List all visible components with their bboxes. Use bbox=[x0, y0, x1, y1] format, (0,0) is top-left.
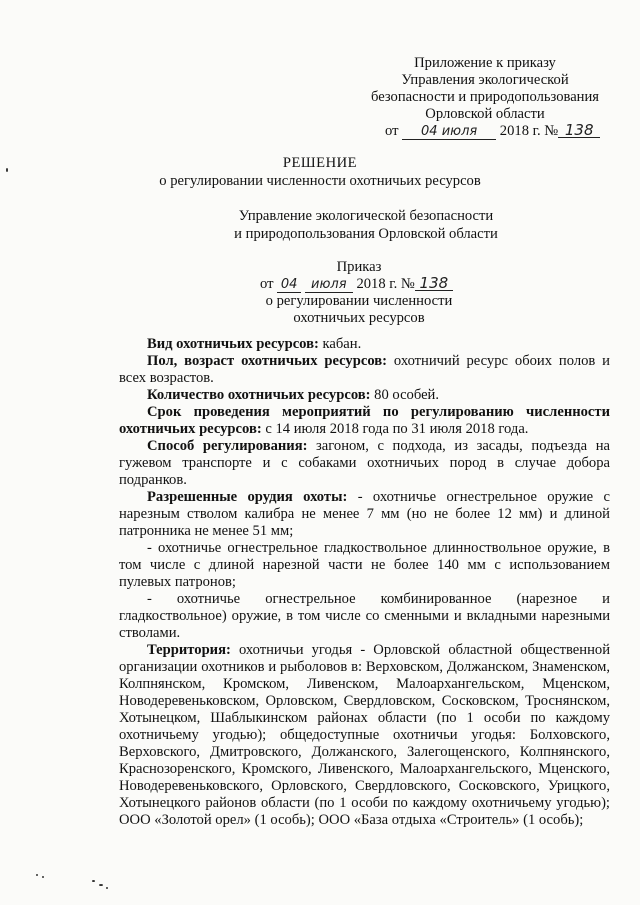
weapons-item-2: - охотничье огнестрельное гладкоствольное длинноствольное оружие, в том числе с длиной нарезной части не более 140 мм с использованием пулевых патронов; bbox=[119, 540, 610, 590]
territory-paragraph bbox=[119, 642, 610, 829]
method-paragraph bbox=[119, 438, 610, 489]
appendix-line-3: безопасности и природопользования bbox=[370, 89, 600, 105]
territory-value: охотничьи угодья - Орловской областной общественной организации охотников и рыболовов в: Верховском, Должанском, Знаменском, Колпнянском, Кромском, Ливенском, Малоархангельском, Мценском, Новодеревеньковском, Орловском, Свердловском, Сосковском, Троснянском, Хотынецком, Шаблыкинском районах области (по 1 особи по каждому охотничьему угодью); общедоступные охотничьи угодья: Болховского, Верховского, Дмитровского, Должанского, Залегощенского, Колпнянского, Краснозоренского, Кромского, Ливенского, Малоархангельского, Мценского, Новодеревеньковского, Орловского, Свердловского, Сосковского, Урицкого, Хотынецкого районов области (по 1 особи по каждому охотничьему угодью); ООО «Золотой орел» (1 особь); ООО «База отдыха «Строитель» (1 особь); bbox=[119, 642, 610, 828]
weapons-value: - охотничье огнестрельное оружие с нарезным стволом калибра не менее 7 мм (но не более 12 мм) и длиной патронника не менее 51 мм; bbox=[119, 489, 610, 539]
order-about-line-2: охотничьих ресурсов bbox=[293, 310, 425, 326]
species-label: Вид охотничьих ресурсов: bbox=[147, 336, 319, 352]
territory-label: Территория: bbox=[147, 642, 231, 658]
document-subtitle: о регулировании численности охотничьих ресурсов bbox=[159, 173, 481, 189]
appendix-line-2: Управления экологической bbox=[401, 72, 569, 88]
appendix-date-handwritten: 04 июля bbox=[402, 125, 496, 140]
appendix-line-1: Приложение к приказу bbox=[414, 55, 556, 71]
decision-body bbox=[119, 336, 610, 829]
quantity-label: Количество охотничьих ресурсов: bbox=[147, 387, 371, 403]
scan-speck bbox=[92, 880, 95, 882]
order-number-handwritten: 138 bbox=[415, 276, 453, 291]
quantity-value: 80 особей. bbox=[370, 387, 440, 403]
document-title: РЕШЕНИЕ bbox=[282, 155, 358, 171]
authority-line-1: Управление экологической безопасности bbox=[238, 208, 494, 224]
order-day-handwritten: 04 bbox=[277, 278, 301, 293]
order-date-prefix: от bbox=[260, 276, 274, 292]
authority-line-2: и природопользования Орловской области bbox=[234, 226, 498, 242]
scan-speck bbox=[36, 874, 38, 876]
appendix-date-line bbox=[385, 123, 600, 140]
order-month-handwritten: июля bbox=[305, 278, 353, 293]
appendix-date-prefix: от bbox=[385, 123, 399, 139]
quantity-paragraph bbox=[119, 387, 610, 404]
sex-age-paragraph bbox=[119, 353, 610, 387]
term-paragraph bbox=[119, 404, 610, 438]
species-value: кабан. bbox=[318, 336, 362, 352]
method-value: загоном, с подхода, из засады, подъезда на гужевом транспорте и с собаками охотничьих пород в случае добора подранков. bbox=[119, 438, 610, 488]
weapons-label: Разрешенные орудия охоты: bbox=[147, 489, 348, 505]
scan-speck bbox=[99, 884, 103, 886]
order-label: Приказ bbox=[336, 259, 382, 275]
sex-age-label: Пол, возраст охотничьих ресурсов: bbox=[147, 353, 387, 369]
order-date-suffix: 2018 г. № bbox=[356, 276, 415, 292]
term-value: с 14 июля 2018 года по 31 июля 2018 года. bbox=[261, 421, 529, 437]
species-paragraph bbox=[119, 336, 610, 353]
order-about-line-1: о регулировании численности bbox=[265, 293, 453, 309]
order-date-line bbox=[260, 276, 453, 293]
scan-speck bbox=[6, 168, 8, 172]
method-label: Способ регулирования: bbox=[147, 438, 308, 454]
appendix-block bbox=[355, 55, 615, 123]
weapons-paragraph bbox=[119, 489, 610, 540]
weapons-item-3: - охотничье огнестрельное комбинированное (нарезное и гладкоствольное) оружие, в том числе со сменными и вкладными нарезными стволами. bbox=[119, 591, 610, 641]
sex-age-value: охотничий ресурс обоих полов и всех возрастов. bbox=[119, 353, 610, 386]
scan-speck bbox=[42, 876, 44, 878]
appendix-number-handwritten: 138 bbox=[558, 123, 600, 138]
appendix-date-suffix: 2018 г. № bbox=[499, 123, 559, 139]
scan-speck bbox=[106, 887, 108, 889]
term-label: Срок проведения мероприятий по регулированию численности охотничьих ресурсов: bbox=[119, 404, 610, 437]
appendix-line-4: Орловской области bbox=[425, 106, 545, 122]
